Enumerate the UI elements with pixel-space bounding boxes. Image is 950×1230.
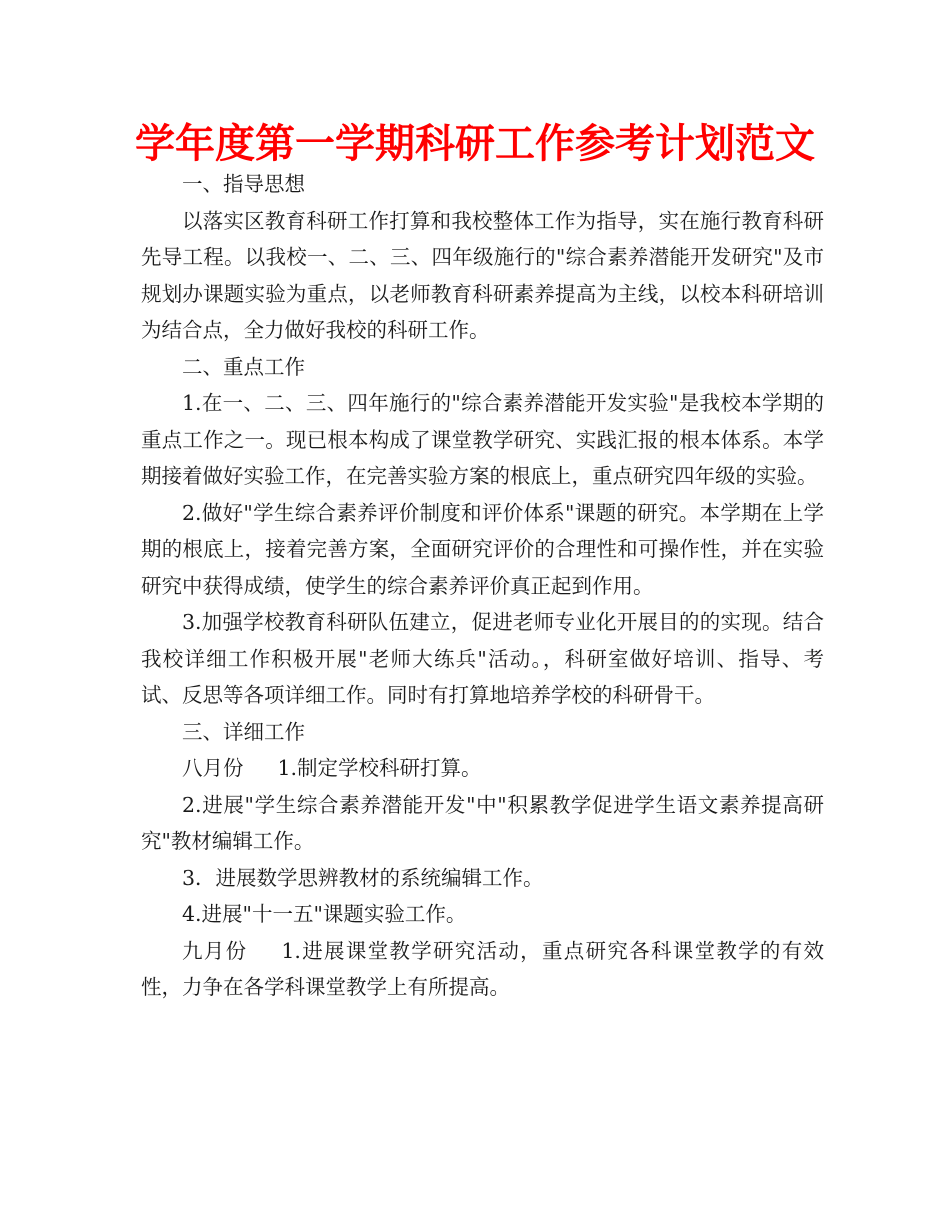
paragraph-key-work-1: 1.在一、二、三、四年施行的"综合素养潜能开发实验"是我校本学期的重点工作之一。现已根本构成了课堂教学研究、实践汇报的根本体系。本学期接着做好实验工作，在完善实验方案的根底上，重点研究四年级的实验。 [141,391,824,488]
section-heading-guiding-thought: 一、指导思想 [182,172,305,196]
paragraph-key-work-3: 3.加强学校教育科研队伍建立，促进老师专业化开展目的的实现。结合我校详细工作积极开展"老师大练兵"活动。，科研室做好培训、指导、考试、反思等各项详细工作。同时有打算地培养学校的科研骨干。 [141,610,824,707]
august-plan-line [141,750,824,787]
september-plan-line [141,933,824,1006]
paragraph-key-work-2: 2.做好"学生综合素养评价制度和评价体系"课题的研究。本学期在上学期的根底上，接着完善方案，全面研究评价的合理性和可操作性，并在实验研究中获得成绩，使学生的综合素养评价真正起到作用。 [141,500,824,598]
document-body [141,166,824,1006]
august-item-4: 4.进展"十一五"课题实验工作。 [182,902,467,926]
september-item-1: 1.进展课堂教学研究活动，重点研究各科课堂教学的有效性，力争在各学科课堂教学上有所提高。 [141,938,825,999]
august-item-1: 1.制定学校科研打算。 [277,756,482,780]
section-heading-detailed-work: 三、详细工作 [182,719,305,744]
paragraph-guiding-thought: 以落实区教育科研工作打算和我校整体工作为指导，实在施行教育科研先导工程。以我校一、二、三、四年级施行的"综合素养潜能开发研究"及市规划办课题实验为重点，以老师教育科研素养提高为主线，以校本科研培训为结合点，全力做好我校的科研工作。 [141,208,824,342]
august-item-2: 2.进展"学生综合素养潜能开发"中"积累教学促进学生语文素养提高研究"教材编辑工作。 [141,792,824,853]
month-label-september: 九月份 [182,938,248,963]
section-heading-key-work: 二、重点工作 [182,354,305,379]
august-item-3: 3．进展数学思辨教材的系统编辑工作。 [182,865,544,890]
month-label-august: 八月份 [182,756,244,780]
document-title: 学年度第一学期科研工作参考计划范文 [135,121,815,167]
